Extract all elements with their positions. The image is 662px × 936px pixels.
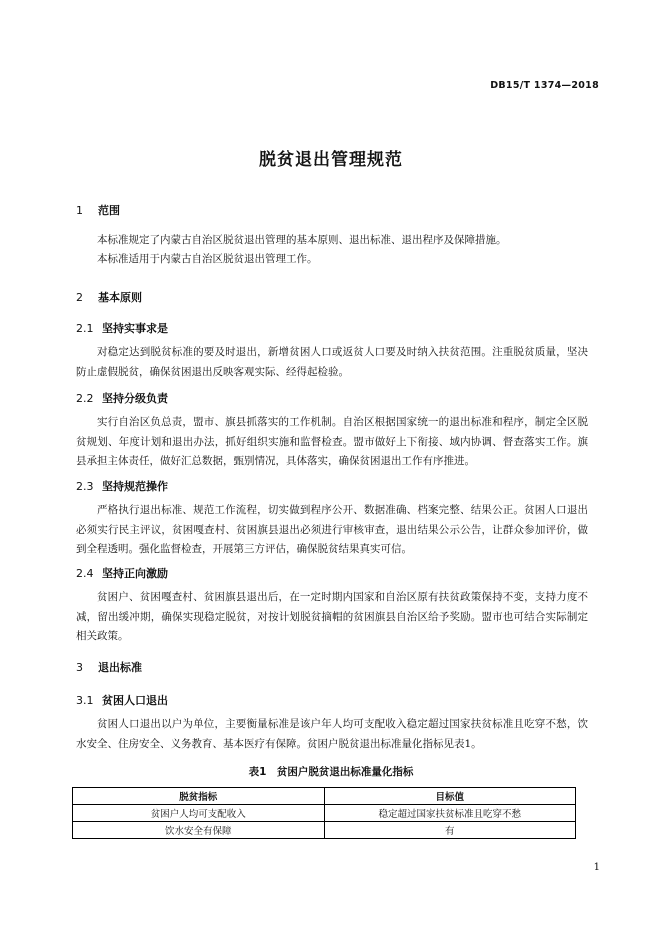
section-2-1-paragraph: 对稳定达到脱贫标准的要及时退出，新增贫困人口或返贫人口要及时纳入扶贫范围。注重脱贫质量，坚决防止虚假脱贫，确保贫困退出反映客观实际、经得起检验。 — [76, 346, 588, 378]
section-title: 贫困人口退出 — [102, 694, 168, 707]
section-2-3-paragraph: 严格执行退出标准、规范工作流程，切实做到程序公开、数据准确、档案完整、结果公正。贫困人口退出必须实行民主评议，贫困嘎查村、贫困旗县退出必须进行审核审查，退出结果公示公告，让群众参加评价，做到全程透明。强化监督检查，开展第三方评估，确保脱贫结果真实可信。 — [76, 504, 588, 555]
document-code: DB15/T 1374—2018 — [490, 80, 599, 91]
section-number: 2.4 — [76, 567, 94, 580]
table-row — [73, 822, 576, 839]
table-cell: 贫困户人均可支配收入 — [73, 805, 325, 822]
section-number: 2 — [76, 291, 83, 304]
section-2-3-heading — [76, 478, 168, 494]
section-number: 2.2 — [76, 392, 94, 405]
section-title: 坚持规范操作 — [102, 480, 168, 493]
section-3-1-heading — [76, 692, 168, 708]
section-3-1-paragraph: 贫困人口退出以户为单位，主要衡量标准是该户年人均可支配收入稳定超过国家扶贫标准且吃穿不愁，饮水安全、住房安全、义务教育、基本医疗有保障。贫困户脱贫退出标准量化指标见表1。 — [76, 718, 588, 750]
section-2-4-heading — [76, 565, 168, 581]
section-2-2-paragraph: 实行自治区负总责，盟市、旗县抓落实的工作机制。自治区根据国家统一的退出标准和程序，制定全区脱贫规划、年度计划和退出办法，抓好组织实施和监督检查。盟市做好上下衔接、域内协调、督查落实工作。旗县承担主体责任，做好汇总数据，甄别情况，具体落实，确保贫困退出工作有序推进。 — [76, 416, 588, 467]
table-1-caption: 表1 贫困户脱贫退出标准量化指标 — [248, 766, 414, 778]
section-title: 范围 — [98, 204, 120, 217]
section-title: 坚持实事求是 — [102, 322, 168, 335]
table-header-row — [73, 788, 576, 805]
section-title: 基本原则 — [98, 291, 142, 304]
table-cell: 饮水安全有保障 — [73, 822, 325, 839]
document-title: 脱贫退出管理规范 — [259, 150, 403, 170]
section-2-1-heading — [76, 320, 168, 336]
section-title: 退出标准 — [98, 661, 142, 674]
section-1-heading — [76, 202, 120, 218]
section-title: 坚持正向激励 — [102, 567, 168, 580]
section-3-heading — [76, 659, 142, 675]
table-cell: 有 — [324, 822, 576, 839]
table-1 — [72, 787, 576, 839]
section-title: 坚持分级负责 — [102, 392, 168, 405]
section-number: 2.3 — [76, 480, 94, 493]
section-number: 2.1 — [76, 322, 94, 335]
page-number: 1 — [593, 862, 600, 873]
section-2-2-heading — [76, 390, 168, 406]
section-2-4-paragraph: 贫困户、贫困嘎查村、贫困旗县退出后，在一定时期内国家和自治区原有扶贫政策保持不变，支持力度不减，留出缓冲期，确保实现稳定脱贫，对按计划脱贫摘帽的贫困旗县自治区给予奖励。盟市也可结合实际制定相关政策。 — [76, 591, 588, 642]
section-number: 3 — [76, 661, 83, 674]
table-header-target: 目标值 — [324, 788, 576, 805]
table-row — [73, 805, 576, 822]
section-number: 3.1 — [76, 694, 94, 707]
table-header-indicator: 脱贫指标 — [73, 788, 325, 805]
section-2-heading — [76, 289, 142, 305]
section-number: 1 — [76, 204, 83, 217]
section-1-paragraph-1: 本标准规定了内蒙古自治区脱贫退出管理的基本原则、退出标准、退出程序及保障措施。 — [97, 234, 507, 246]
table-cell: 稳定超过国家扶贫标准且吃穿不愁 — [324, 805, 576, 822]
section-1-paragraph-2: 本标准适用于内蒙古自治区脱贫退出管理工作。 — [97, 253, 318, 265]
